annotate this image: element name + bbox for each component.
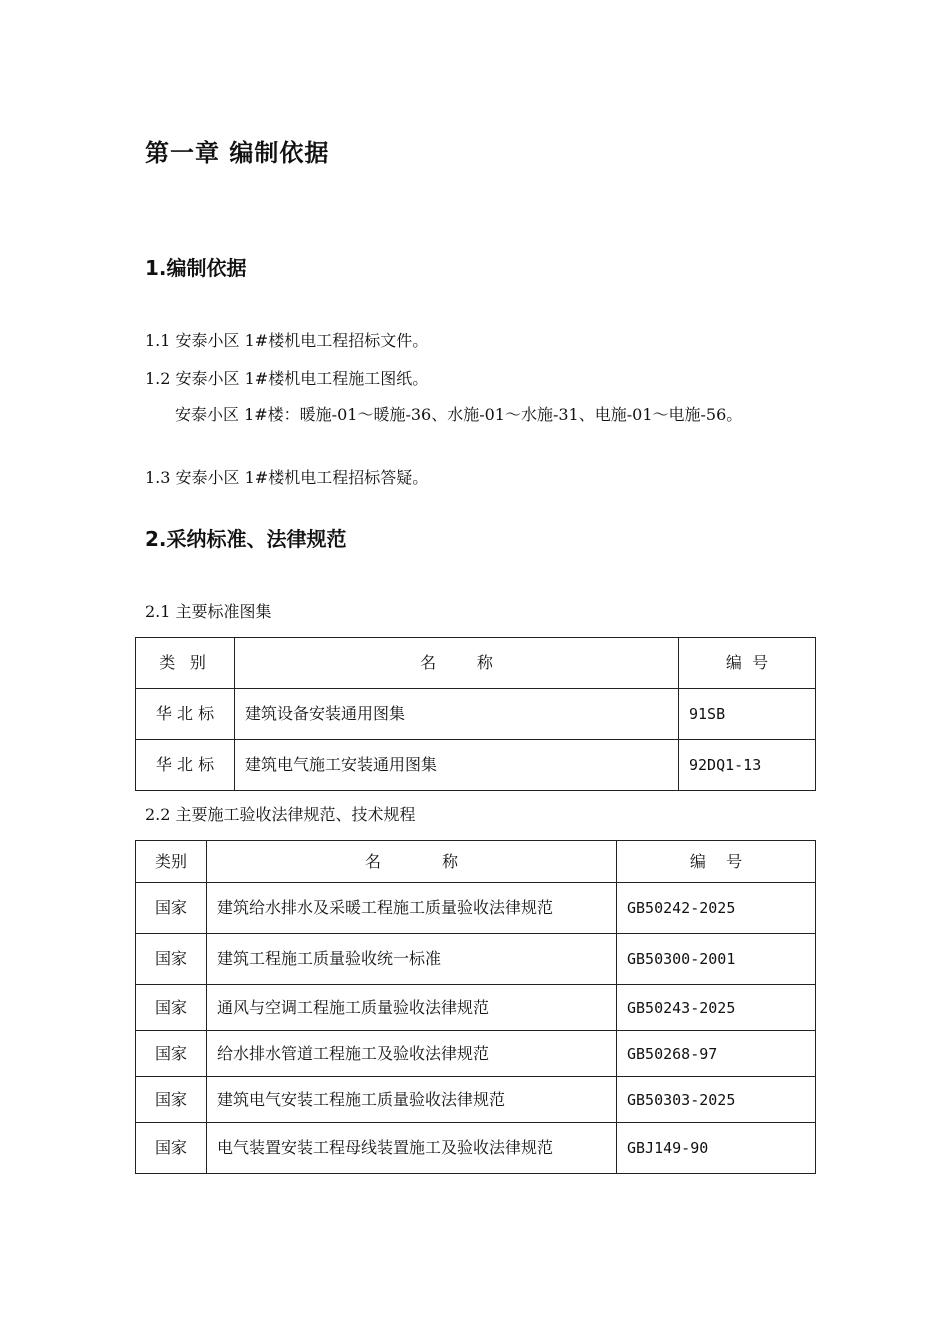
table-row	[136, 934, 816, 985]
cell-code: GB50268-97	[617, 1031, 816, 1077]
cell-category: 国家	[136, 883, 207, 934]
chapter-title: 第一章 编制依据	[145, 139, 330, 167]
cell-code: GB50243-2025	[617, 985, 816, 1031]
table-row	[136, 1077, 816, 1123]
cell-category: 国家	[136, 934, 207, 985]
header-code: 编 号	[679, 638, 816, 689]
cell-category: 国家	[136, 1031, 207, 1077]
table-row	[136, 740, 816, 791]
cell-name: 电气装置安装工程母线装置施工及验收法律规范	[207, 1123, 617, 1174]
cell-name: 建筑设备安装通用图集	[235, 689, 679, 740]
subsection-2-1-label: 2.1 主要标准图集	[145, 602, 272, 621]
basis-item-1: 1.1 安泰小区 1#楼机电工程招标文件。	[145, 331, 429, 350]
drawing-list: 安泰小区 1#楼：暖施-01～暖施-36、水施-01～水施-31、电施-01～电施-56。	[175, 405, 743, 424]
header-name: 名 称	[207, 841, 617, 883]
basis-item-3: 1.3 安泰小区 1#楼机电工程招标答疑。	[145, 468, 429, 487]
cell-name: 建筑电气施工安装通用图集	[235, 740, 679, 791]
cell-name: 给水排水管道工程施工及验收法律规范	[207, 1031, 617, 1077]
cell-code: GB50242-2025	[617, 883, 816, 934]
table-header-row	[136, 841, 816, 883]
standard-atlas-table	[135, 637, 816, 791]
table-row	[136, 1031, 816, 1077]
cell-code: GB50303-2025	[617, 1077, 816, 1123]
section-2-heading: 2.采纳标准、法律规范	[145, 527, 347, 551]
table-header-row	[136, 638, 816, 689]
cell-category: 华 北 标	[136, 740, 235, 791]
cell-name: 通风与空调工程施工质量验收法律规范	[207, 985, 617, 1031]
section-1-heading: 1.编制依据	[145, 256, 247, 280]
cell-name: 建筑工程施工质量验收统一标准	[207, 934, 617, 985]
cell-code: 92DQ1-13	[679, 740, 816, 791]
cell-category: 国家	[136, 1077, 207, 1123]
table-row	[136, 1123, 816, 1174]
cell-name: 建筑电气安装工程施工质量验收法律规范	[207, 1077, 617, 1123]
subsection-2-2-label: 2.2 主要施工验收法律规范、技术规程	[145, 805, 416, 824]
cell-code: 91SB	[679, 689, 816, 740]
cell-category: 国家	[136, 1123, 207, 1174]
acceptance-code-table	[135, 840, 816, 1174]
cell-name: 建筑给水排水及采暖工程施工质量验收法律规范	[207, 883, 617, 934]
header-code: 编 号	[617, 841, 816, 883]
header-name: 名 称	[235, 638, 679, 689]
table-row	[136, 985, 816, 1031]
header-category: 类别	[136, 841, 207, 883]
table-row	[136, 689, 816, 740]
cell-code: GB50300-2001	[617, 934, 816, 985]
header-category: 类 别	[136, 638, 235, 689]
cell-category: 国家	[136, 985, 207, 1031]
cell-category: 华 北 标	[136, 689, 235, 740]
cell-code: GBJ149-90	[617, 1123, 816, 1174]
basis-item-2: 1.2 安泰小区 1#楼机电工程施工图纸。	[145, 369, 429, 388]
table-row	[136, 883, 816, 934]
